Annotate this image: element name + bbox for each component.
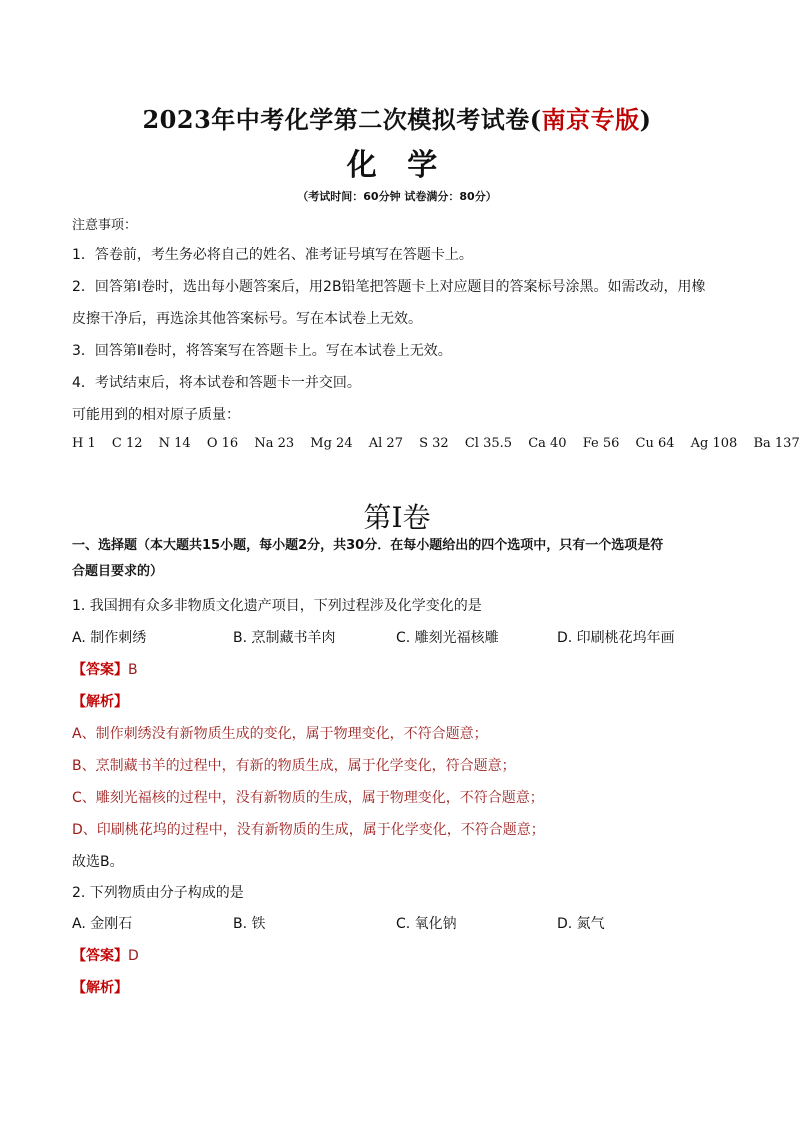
q1-analysis-b: B、烹制藏书羊的过程中，有新的物质生成，属于化学变化，符合题意；	[72, 758, 516, 774]
q2-answer-value: D	[128, 948, 139, 964]
q2-option-d: D. 氮气	[557, 916, 605, 932]
masses-heading: 可能用到的相对原子质量：	[72, 407, 240, 423]
q1-analysis-c: C、雕刻光福核的过程中，没有新物质的生成，属于物理变化，不符合题意；	[72, 790, 544, 806]
mass-item: S 32	[419, 436, 449, 451]
section-intro-a: 一、选择题（本大题共15小题，每小题2分，共30分．在每小题给出的四个选项中，只有一个选项是符	[72, 538, 664, 553]
q1-option-b: B. 烹制藏书羊肉	[233, 630, 336, 646]
notes-heading: 注意事项：	[72, 218, 138, 233]
mass-item: Mg 24	[310, 436, 353, 451]
q2-analysis-label	[72, 978, 128, 998]
q1-answer-label: 【答案】	[72, 662, 128, 678]
q1-analysis-label-text: 【解析】	[72, 694, 128, 710]
mass-item: Fe 56	[582, 436, 620, 451]
mass-item: Cl 35.5	[464, 436, 513, 451]
q2-answer	[72, 946, 139, 966]
mass-item: Ca 40	[528, 436, 567, 451]
q1-analysis-a: A、制作刺绣没有新物质生成的变化，属于物理变化，不符合题意；	[72, 726, 488, 742]
subject-heading: 化 学	[346, 148, 448, 183]
exam-title	[0, 100, 794, 135]
exam-meta: （考试时间：60分钟 试卷满分：80分）	[297, 190, 497, 203]
title-main: 2023年中考化学第二次模拟考试卷(	[142, 105, 542, 134]
section-intro-b: 合题目要求的）	[72, 564, 164, 579]
mass-item: C 12	[111, 436, 143, 451]
atomic-masses	[72, 436, 812, 451]
q1-option-c: C. 雕刻光福核雕	[396, 630, 499, 646]
q2-answer-label: 【答案】	[72, 948, 128, 964]
title-edition: 南京专版	[541, 105, 640, 134]
note-item-1: 1．答卷前，考生务必将自己的姓名、准考证号填写在答题卡上。	[72, 247, 473, 263]
mass-item: Al 27	[368, 436, 403, 451]
mass-item: Ba 137	[753, 436, 800, 451]
note-item-2b: 皮擦干净后，再选涂其他答案标号。写在本试卷上无效。	[72, 311, 422, 327]
q1-answer-value: B	[128, 662, 138, 678]
mass-item: N 14	[158, 436, 191, 451]
q2-analysis-label-text: 【解析】	[72, 980, 128, 996]
mass-item: H 1	[72, 436, 96, 451]
mass-item: Na 23	[254, 436, 295, 451]
q2-option-b: B. 铁	[233, 916, 266, 932]
q1-analysis-d: D、印刷桃花坞的过程中，没有新物质的生成，属于化学变化，不符合题意；	[72, 822, 545, 838]
q1-answer	[72, 660, 138, 680]
mass-item: O 16	[206, 436, 239, 451]
section-title: 第Ⅰ卷	[363, 501, 431, 534]
mass-item: Cu 64	[635, 436, 675, 451]
q2-option-a: A. 金刚石	[72, 916, 133, 932]
q1-conclusion: 故选B。	[72, 854, 124, 870]
q2-stem: 2. 下列物质由分子构成的是	[72, 885, 244, 901]
mass-item: Ag 108	[690, 436, 738, 451]
q1-analysis-label	[72, 692, 128, 712]
note-item-2a: 2．回答第Ⅰ卷时，选出每小题答案后，用2B铅笔把答题卡上对应题目的答案标号涂黑。如需改动，用橡	[72, 279, 706, 295]
note-item-4: 4．考试结束后，将本试卷和答题卡一并交回。	[72, 375, 361, 391]
note-item-3: 3．回答第Ⅱ卷时，将答案写在答题卡上。写在本试卷上无效。	[72, 343, 452, 359]
title-end: )	[639, 105, 652, 134]
q1-option-d: D. 印刷桃花坞年画	[557, 630, 675, 646]
q1-stem: 1. 我国拥有众多非物质文化遗产项目，下列过程涉及化学变化的是	[72, 598, 482, 614]
q1-option-a: A. 制作刺绣	[72, 630, 147, 646]
q2-option-c: C. 氧化钠	[396, 916, 457, 932]
